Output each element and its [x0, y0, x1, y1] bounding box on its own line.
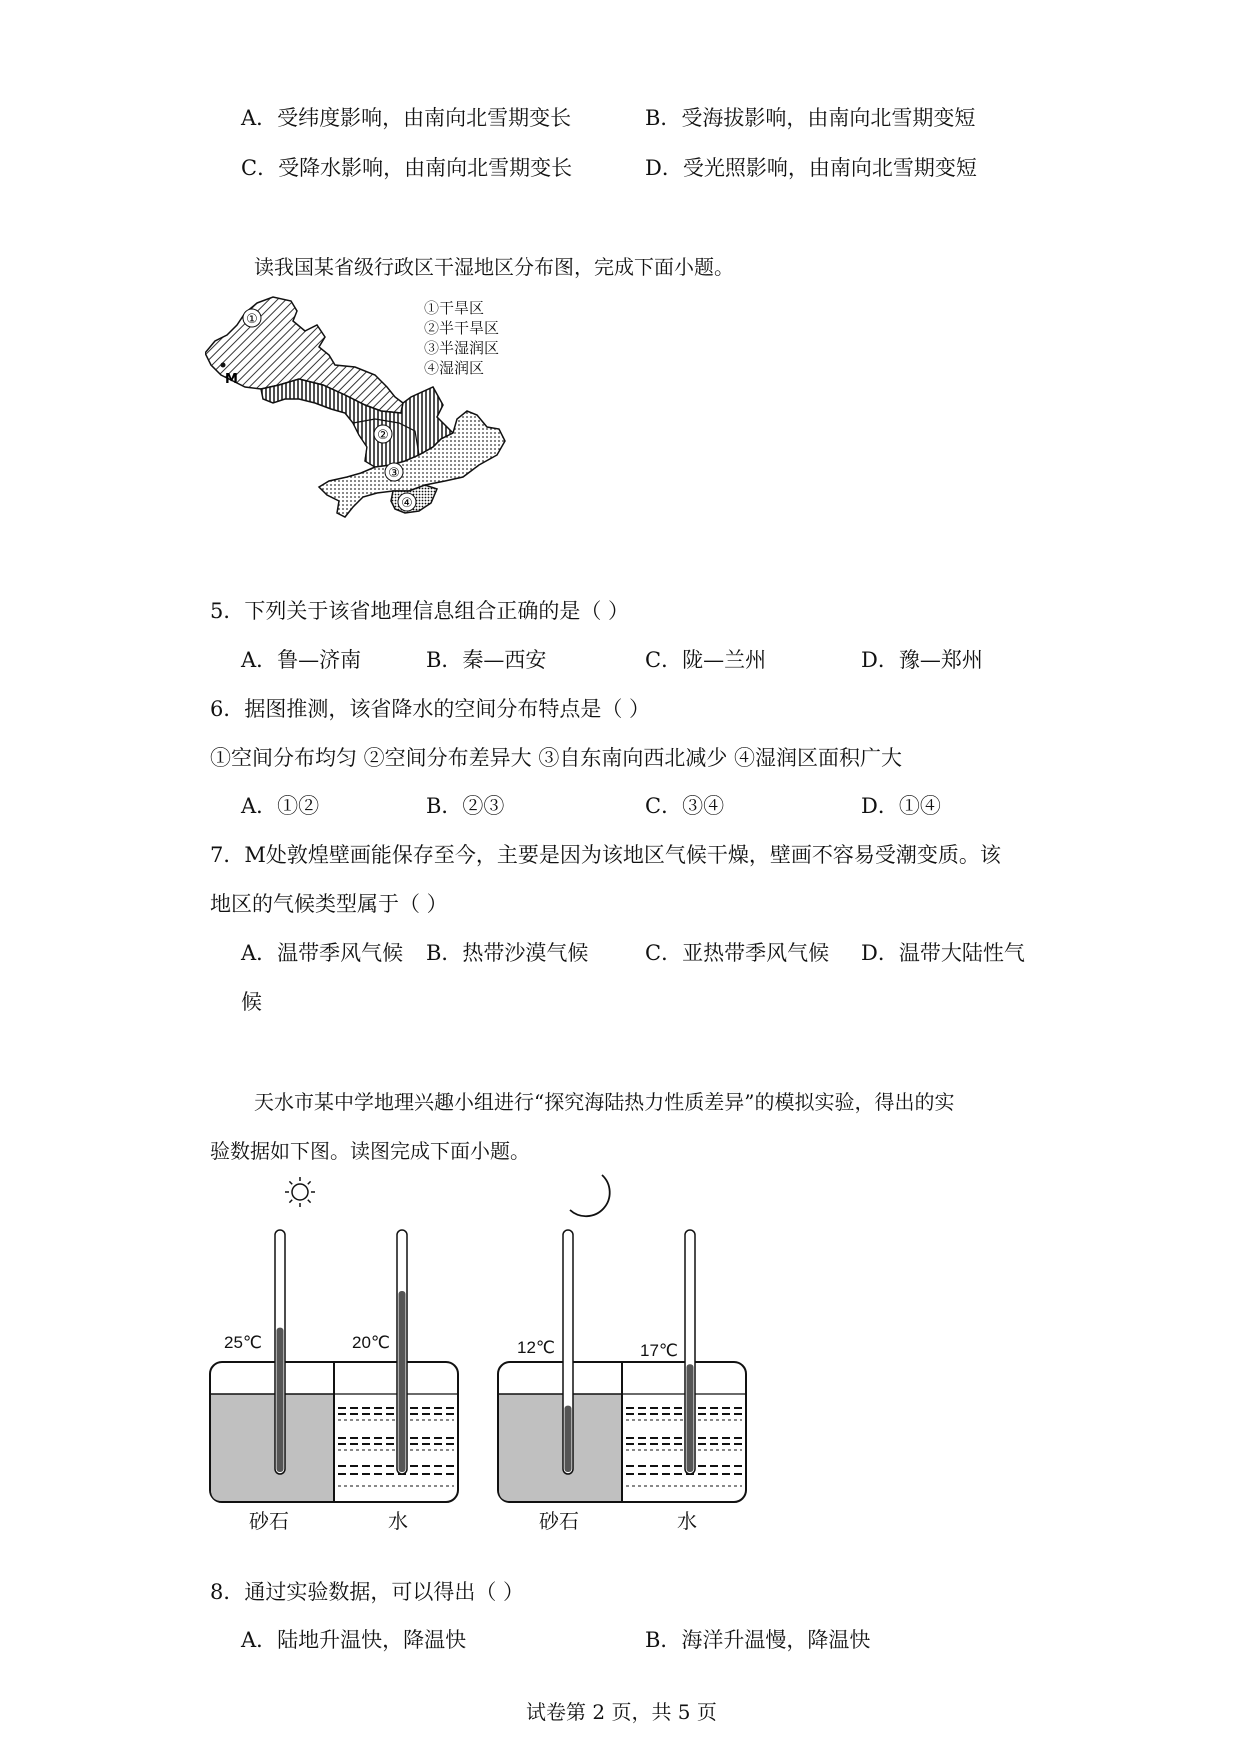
sun-icon — [292, 1184, 308, 1200]
q6-option-a: A．①② — [241, 794, 320, 818]
q4-option-c: C．受降水影响，由南向北雪期变长 — [241, 156, 573, 180]
q7-option-d: D．温带大陆性气 — [861, 941, 1025, 965]
zone-label-1: ① — [246, 312, 258, 327]
sun-ray — [289, 1200, 292, 1203]
q6-option-d: D．①④ — [861, 794, 941, 818]
q6-option-b: B．②③ — [426, 794, 505, 818]
q7-option-b: B．热带沙漠气候 — [426, 941, 589, 965]
day-water-label: 水 — [388, 1509, 408, 1533]
point-m-marker — [221, 363, 226, 368]
q7-stem-line2: 地区的气候类型属于（ ） — [210, 892, 448, 916]
q8-option-b: B．海洋升温慢，降温快 — [645, 1628, 871, 1652]
night-sand — [499, 1394, 622, 1501]
legend-semi-arid: ②半干旱区 — [424, 319, 500, 337]
q5-stem: 5．下列关于该省地理信息组合正确的是（ ） — [210, 599, 630, 623]
q7-option-c: C．亚热带季风气候 — [645, 941, 830, 965]
q5-option-d: D．豫—郑州 — [861, 648, 983, 672]
q6-option-c: C．③④ — [645, 794, 725, 818]
q5-option-c: C．陇—兰州 — [645, 648, 767, 672]
night-water-mercury — [687, 1364, 694, 1472]
day-sand-label: 砂石 — [249, 1509, 289, 1533]
legend-humid: ④湿润区 — [424, 359, 485, 377]
q4-option-b: B．受海拔影响，由南向北雪期变短 — [645, 106, 976, 130]
map-intro-text: 读我国某省级行政区干湿地区分布图，完成下面小题。 — [254, 255, 734, 279]
q7-stem-line1: 7．M处敦煌壁画能保存至今，主要是因为该地区气候干燥，壁画不容易受潮变质。该 — [210, 843, 1001, 867]
q5-option-a: A．鲁—济南 — [241, 648, 362, 672]
night-sand-label: 砂石 — [539, 1509, 579, 1533]
day-water-mercury — [399, 1291, 406, 1472]
night-sand-temp: 12℃ — [517, 1338, 556, 1357]
q8-option-a: A．陆地升温快，降温快 — [241, 1628, 467, 1652]
night-water-label: 水 — [677, 1509, 697, 1533]
q7-option-a: A．温带季风气候 — [241, 941, 404, 965]
sun-ray — [289, 1181, 292, 1184]
point-m-label: M — [225, 372, 238, 387]
night-sand-mercury — [565, 1406, 572, 1472]
q6-stem: 6．据图推测，该省降水的空间分布特点是（ ） — [210, 697, 651, 721]
day-sand-temp: 25℃ — [224, 1333, 263, 1352]
page-footer: 试卷第 2 页，共 5 页 — [526, 1700, 717, 1724]
night-water-temp: 17℃ — [640, 1341, 679, 1360]
q8-stem: 8．通过实验数据，可以得出（ ） — [210, 1580, 525, 1604]
day-sand-mercury — [277, 1328, 284, 1472]
experiment-intro-line1: 天水市某中学地理兴趣小组进行“探究海陆热力性质差异”的模拟实验，得出的实 — [254, 1090, 955, 1114]
zone-label-2: ② — [377, 428, 389, 443]
q4-option-d: D．受光照影响，由南向北雪期变短 — [645, 156, 977, 180]
day-sand — [211, 1394, 334, 1501]
moon-icon — [570, 1175, 610, 1216]
experiment-intro-line2: 验数据如下图。读图完成下面小题。 — [210, 1139, 530, 1163]
q4-option-a: A．受纬度影响，由南向北雪期变长 — [241, 106, 572, 130]
zone-label-3: ③ — [388, 466, 400, 481]
sun-ray — [308, 1200, 311, 1203]
q5-option-b: B．秦—西安 — [426, 648, 547, 672]
zone-label-4: ④ — [401, 496, 413, 511]
sun-ray — [308, 1181, 311, 1184]
q7-option-d-continued: 候 — [241, 990, 262, 1014]
map-legend — [424, 298, 499, 378]
q6-statements: ①空间分布均匀 ②空间分布差异大 ③自东南向西北减少 ④湿润区面积广大 — [210, 746, 903, 770]
day-water-temp: 20℃ — [352, 1333, 391, 1352]
legend-semi-humid: ③半湿润区 — [424, 339, 500, 357]
legend-arid: ①干旱区 — [424, 299, 485, 317]
